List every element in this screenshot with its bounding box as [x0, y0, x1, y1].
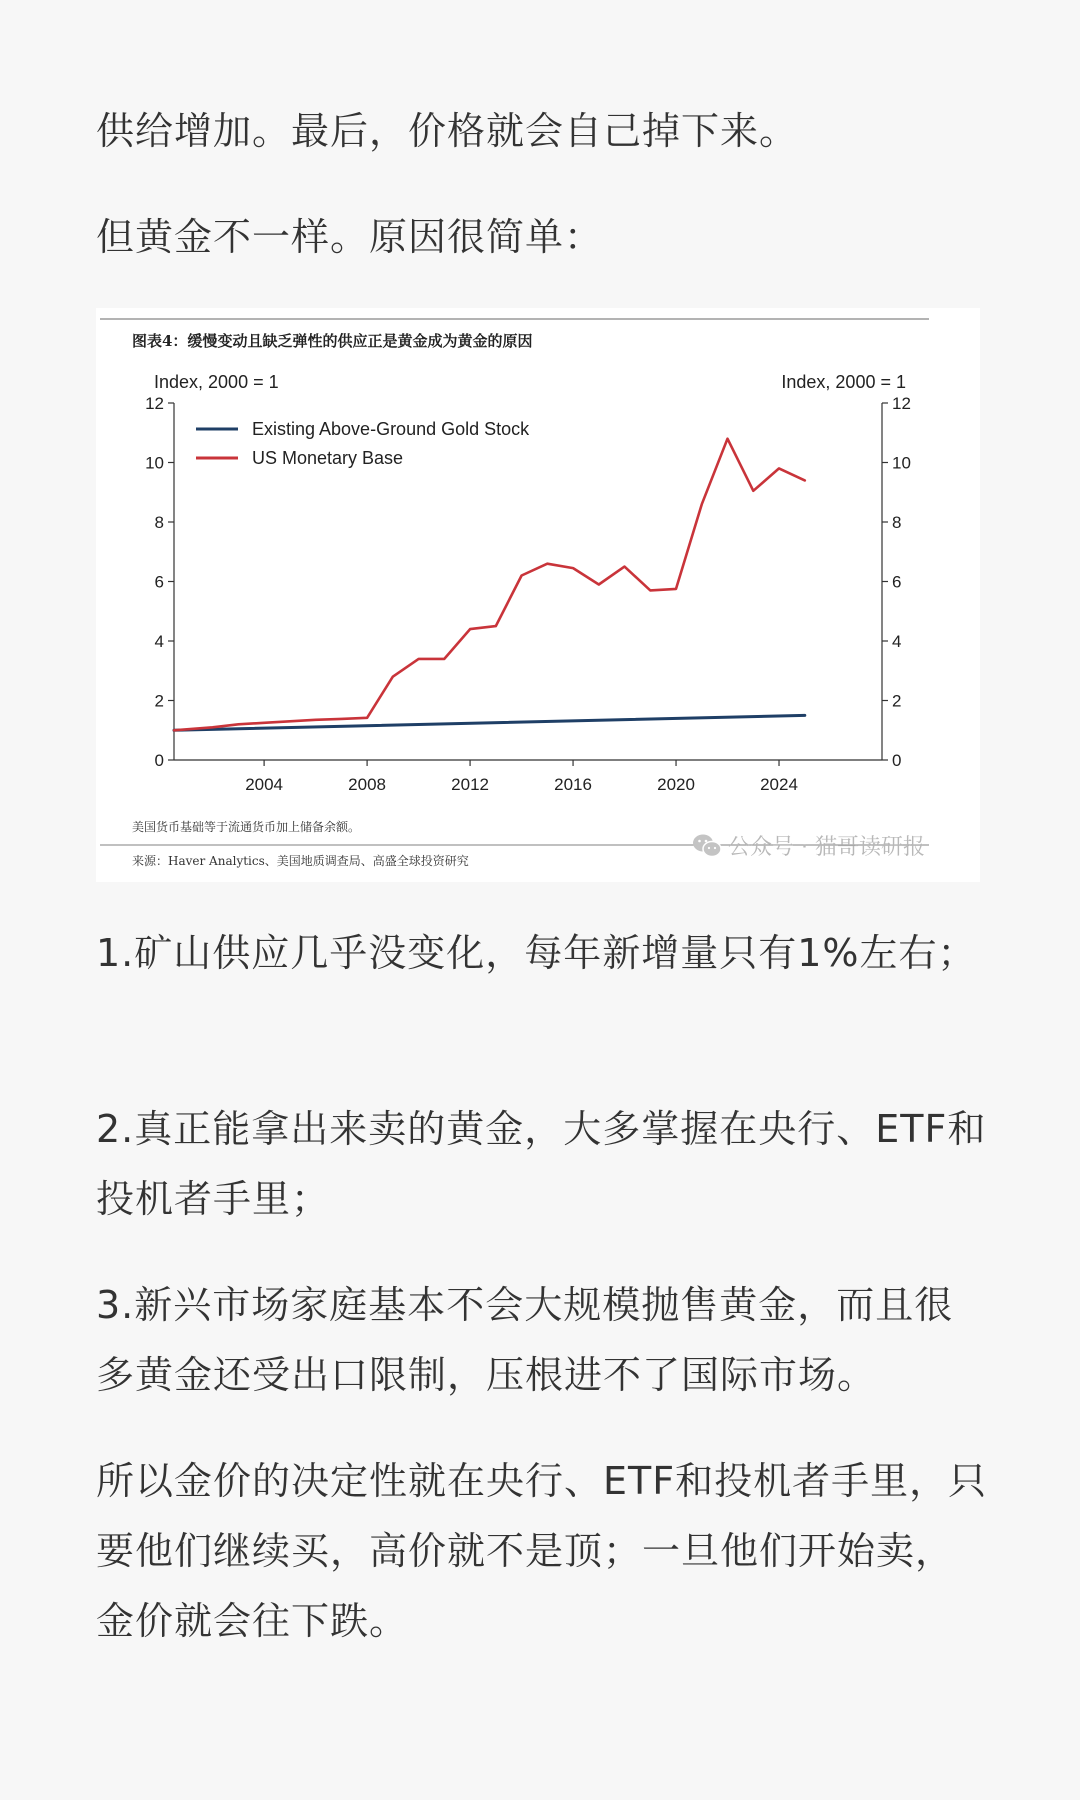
chart-figure	[96, 308, 980, 882]
paragraph-3: 1.矿山供应几乎没变化，每年新增量只有1%左右；	[96, 931, 977, 975]
y-tick-label-left: 6	[154, 572, 164, 592]
y-tick-label-right: 4	[892, 632, 902, 651]
y-tick-label-left: 0	[154, 751, 164, 770]
y-tick-label-right: 2	[892, 691, 902, 711]
x-tick-label: 2024	[760, 775, 798, 794]
chart-legend	[196, 419, 530, 468]
y-tick-label-right: 12	[892, 394, 911, 413]
figure-card	[96, 308, 980, 882]
x-tick-label: 2020	[657, 775, 695, 794]
paragraph-6: 所以金价的决定性就在央行、ETF和投机者手里，只要他们继续买，高价就不是顶；一旦他们开始卖，金价就会往下跌。	[96, 1459, 988, 1643]
watermark-text: 公众号 · 猫哥读研报	[728, 835, 925, 860]
figure-title: 图表4：缓慢变动且缺乏弹性的供应正是黄金成为黄金的原因	[132, 332, 533, 350]
paragraph-1: 供给增加。最后，价格就会自己掉下来。	[96, 109, 799, 153]
paragraph-5: 3.新兴市场家庭基本不会大规模抛售黄金，而且很多黄金还受出口限制，压根进不了国际市场。	[96, 1283, 954, 1397]
wechat-icon	[692, 833, 722, 859]
y-tick-label-left: 10	[145, 453, 164, 473]
series-monetary-base-line	[174, 439, 805, 731]
y-tick-label-right: 8	[892, 513, 902, 532]
y-tick-label-left: 12	[145, 394, 164, 413]
paragraph-2: 但黄金不一样。原因很简单：	[96, 215, 604, 259]
right-axis-label: Index, 2000 = 1	[781, 372, 906, 392]
left-axis-label: Index, 2000 = 1	[154, 372, 279, 392]
y-tick-label-right: 10	[892, 453, 911, 473]
paragraph-4: 2.真正能拿出来卖的黄金，大多掌握在央行、ETF和投机者手里；	[96, 1107, 987, 1221]
y-tick-label-left: 8	[154, 513, 164, 532]
legend-label: US Monetary Base	[252, 448, 404, 468]
figure-footnote: 美国货币基础等于流通货币加上储备余额。	[132, 820, 361, 834]
x-tick-label: 2012	[451, 775, 489, 794]
y-tick-label-left: 4	[154, 632, 164, 651]
legend-label: Existing Above-Ground Gold Stock	[252, 419, 530, 439]
chart-series	[174, 439, 805, 731]
x-tick-label: 2016	[554, 775, 592, 794]
watermark	[692, 830, 925, 861]
y-tick-label-right: 0	[892, 751, 902, 770]
x-tick-label: 2004	[245, 775, 284, 794]
y-tick-label-right: 6	[892, 572, 902, 592]
figure-source: 来源：Haver Analytics、美国地质调查局、高盛全球投资研究	[132, 854, 469, 868]
y-tick-label-left: 2	[154, 691, 164, 711]
x-tick-label: 2008	[348, 775, 387, 794]
